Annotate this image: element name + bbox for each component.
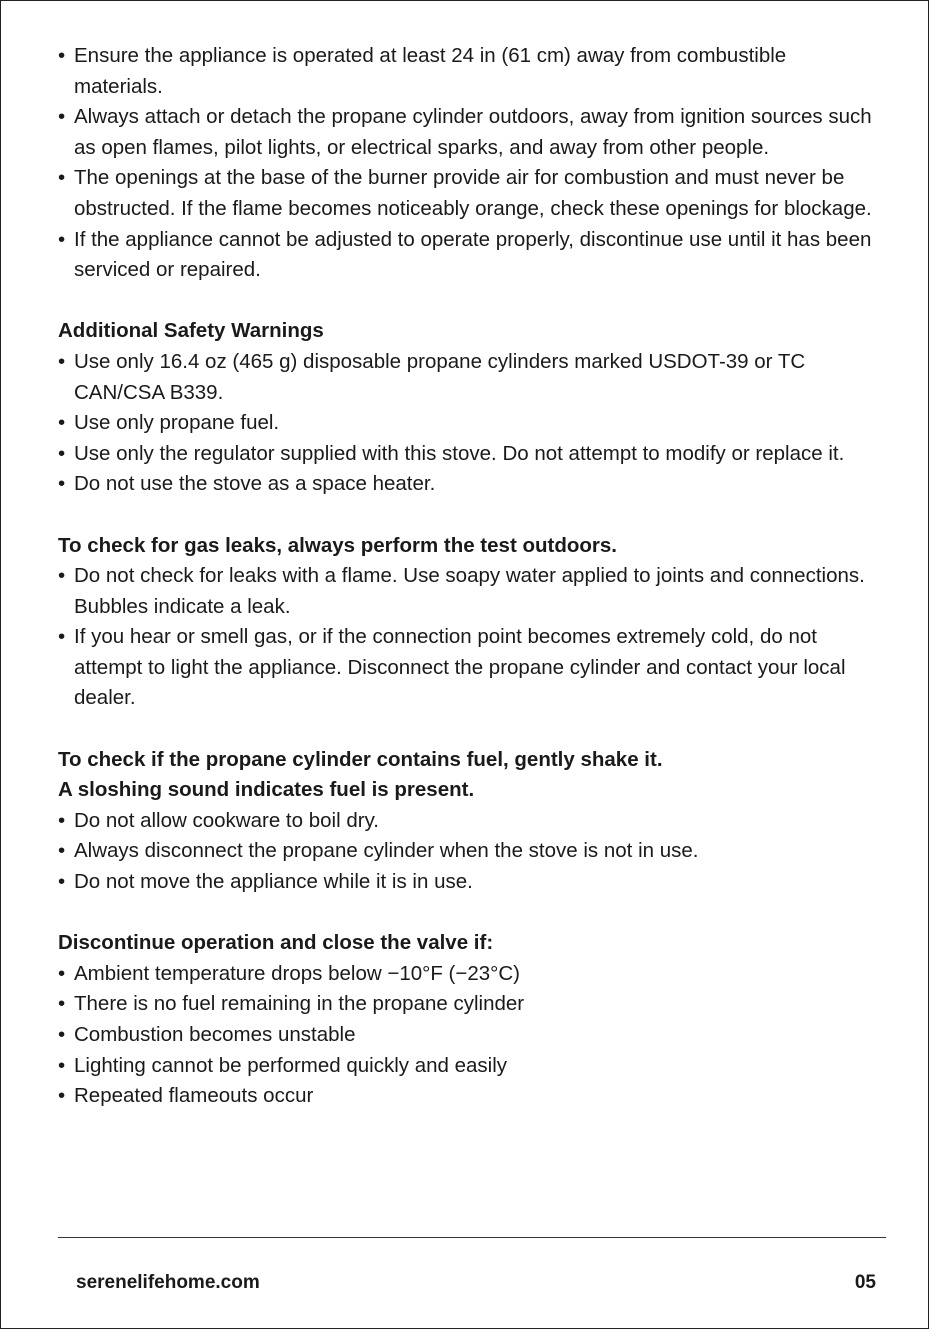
list-item: • Combustion becomes unstable (58, 1020, 873, 1051)
footer-divider (58, 1237, 886, 1238)
section-spacer (58, 898, 873, 929)
list-item: • The openings at the base of the burner provide air for combustion and must never be obstructed. If the flame becomes noticeably orange, check these openings for blockage. (58, 163, 873, 224)
list-item: • Use only propane fuel. (58, 408, 873, 439)
list-item: • Always disconnect the propane cylinder when the stove is not in use. (58, 836, 873, 867)
list-item: • Use only the regulator supplied with this stove. Do not attempt to modify or replace it. (58, 439, 873, 470)
list-item: • Do not use the stove as a space heater. (58, 469, 873, 500)
list-item: • There is no fuel remaining in the propane cylinder (58, 989, 873, 1020)
additional-warnings-heading: Additional Safety Warnings (58, 319, 324, 343)
list-item: • Use only 16.4 oz (465 g) disposable propane cylinders marked USDOT-39 or TC CAN/CSA B339. (58, 347, 873, 408)
fuel-check-list (58, 806, 873, 898)
discontinue-list (58, 959, 873, 1112)
gas-leaks-heading: To check for gas leaks, always perform the test outdoors. (58, 533, 617, 557)
list-item: • Do not allow cookware to boil dry. (58, 806, 873, 837)
fuel-check-subheading: A sloshing sound indicates fuel is present. (58, 778, 475, 802)
page-number: 05 (854, 1272, 876, 1293)
additional-warnings-list (58, 347, 873, 500)
footer-website: serenelifehome.com (76, 1272, 260, 1293)
list-item: • If the appliance cannot be adjusted to operate properly, discontinue use until it has been serviced or repaired. (58, 225, 873, 286)
list-item: • Repeated flameouts occur (58, 1081, 873, 1112)
fuel-check-heading: To check if the propane cylinder contains fuel, gently shake it. (58, 747, 663, 771)
list-item: • Do not move the appliance while it is in use. (58, 867, 873, 898)
section-spacer (58, 714, 873, 745)
list-item: • Do not check for leaks with a flame. Use soapy water applied to joints and connections. Bubbles indicate a leak. (58, 561, 873, 622)
list-item: • Always attach or detach the propane cylinder outdoors, away from ignition sources such as open flames, pilot lights, or electrical sparks, and away from other people. (58, 102, 873, 163)
gas-leaks-list (58, 561, 873, 714)
section-spacer (58, 500, 873, 531)
intro-bullet-list (58, 41, 873, 286)
list-item: • If you hear or smell gas, or if the connection point becomes extremely cold, do not attempt to light the appliance. Disconnect the propane cylinder and contact your local dealer. (58, 622, 873, 714)
page-content (58, 41, 873, 1112)
discontinue-heading: Discontinue operation and close the valve if: (58, 931, 494, 955)
list-item: • Ensure the appliance is operated at least 24 in (61 cm) away from combustible materials. (58, 41, 873, 102)
list-item: • Ambient temperature drops below −10°F (−23°C) (58, 959, 873, 990)
list-item: • Lighting cannot be performed quickly and easily (58, 1051, 873, 1082)
section-spacer (58, 286, 873, 317)
